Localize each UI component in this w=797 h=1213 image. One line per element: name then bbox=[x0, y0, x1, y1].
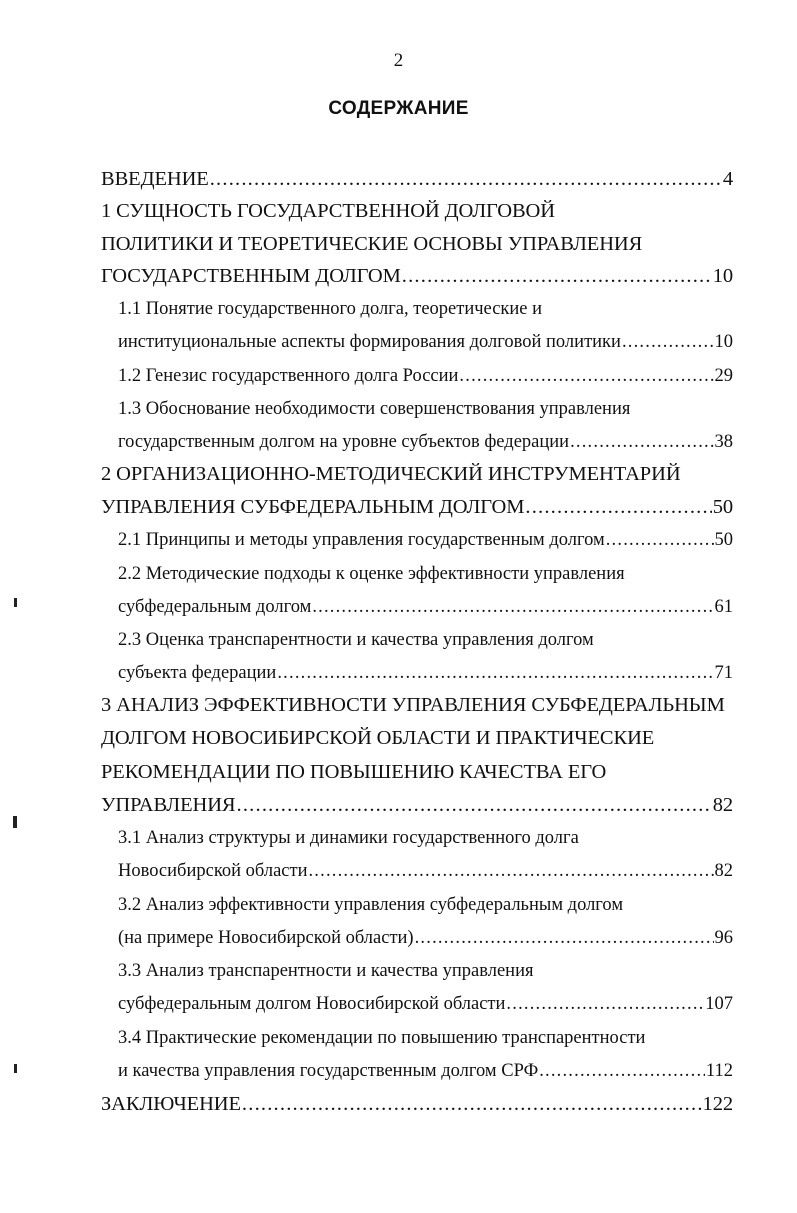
toc-page-number: 10 bbox=[712, 265, 733, 287]
toc-entry-section-1-2[interactable] bbox=[118, 363, 733, 389]
toc-chapter-3-line-3: РЕКОМЕНДАЦИИ ПО ПОВЫШЕНИЮ КАЧЕСТВА ЕГО bbox=[101, 761, 607, 783]
toc-page-number: 38 bbox=[714, 432, 733, 452]
toc-entry-chapter-3[interactable] bbox=[101, 792, 733, 818]
toc-page-number: 82 bbox=[712, 794, 733, 816]
leader-dots bbox=[606, 527, 714, 553]
toc-page-number: 71 bbox=[714, 663, 733, 683]
leader-dots bbox=[277, 660, 713, 686]
toc-entry-title: государственным долгом на уровне субъектов федерации bbox=[118, 432, 570, 452]
toc-entry-title: УПРАВЛЕНИЯ СУБФЕДЕРАЛЬНЫМ ДОЛГОМ bbox=[101, 496, 525, 518]
leader-dots bbox=[506, 991, 704, 1017]
toc-page-number: 61 bbox=[714, 597, 733, 617]
toc-entry-section-3-1[interactable] bbox=[118, 858, 733, 884]
toc-entry-title: субфедеральным долгом Новосибирской области bbox=[118, 994, 506, 1014]
toc-entry-title: ГОСУДАРСТВЕННЫМ ДОЛГОМ bbox=[101, 265, 401, 287]
toc-entry-title: ВВЕДЕНИЕ bbox=[101, 168, 209, 190]
toc-chapter-3-line-2: ДОЛГОМ НОВОСИБИРСКОЙ ОБЛАСТИ И ПРАКТИЧЕСКИЕ bbox=[101, 727, 655, 749]
toc-entry-section-2-1[interactable] bbox=[118, 527, 733, 553]
toc-entry-title: 2.1 Принципы и методы управления государственным долгом bbox=[118, 530, 605, 550]
scan-mark bbox=[14, 1064, 17, 1073]
toc-section-3-1-line-1: 3.1 Анализ структуры и динамики государственного долга bbox=[118, 828, 579, 848]
toc-page-number: 50 bbox=[714, 530, 733, 550]
leader-dots bbox=[539, 1058, 705, 1084]
toc-entry-title: субъекта федерации bbox=[118, 663, 277, 683]
toc-page-number: 82 bbox=[714, 861, 733, 881]
toc-entry-title: 1.2 Генезис государственного долга России bbox=[118, 366, 459, 386]
toc-entry-section-3-4[interactable] bbox=[118, 1058, 733, 1084]
toc-page-number: 10 bbox=[714, 332, 733, 352]
toc-entry-section-3-3[interactable] bbox=[118, 991, 733, 1017]
toc-entry-title: (на примере Новосибирской области) bbox=[118, 928, 414, 948]
toc-section-1-1-line-1: 1.1 Понятие государственного долга, теоретические и bbox=[118, 299, 543, 319]
toc-section-2-3-line-1: 2.3 Оценка транспарентности и качества управления долгом bbox=[118, 630, 594, 650]
toc-entry-title: субфедеральным долгом bbox=[118, 597, 312, 617]
leader-dots bbox=[622, 329, 714, 355]
toc-entry-section-2-2[interactable] bbox=[118, 594, 733, 620]
toc-entry-title: УПРАВЛЕНИЯ bbox=[101, 794, 236, 816]
leader-dots bbox=[570, 429, 713, 455]
toc-entry-conclusion[interactable] bbox=[101, 1091, 733, 1117]
toc-page-number: 112 bbox=[705, 1061, 733, 1081]
page-title: СОДЕРЖАНИЕ bbox=[328, 98, 469, 119]
scan-mark bbox=[13, 816, 17, 828]
toc-entry-title: Новосибирской области bbox=[118, 861, 308, 881]
toc-page-number: 122 bbox=[702, 1093, 733, 1115]
leader-dots bbox=[402, 263, 712, 289]
toc-page-number: 107 bbox=[705, 994, 733, 1014]
leader-dots bbox=[210, 166, 722, 192]
leader-dots bbox=[308, 858, 713, 884]
leader-dots bbox=[459, 363, 713, 389]
toc-section-3-2-line-1: 3.2 Анализ эффективности управления субфедеральным долгом bbox=[118, 895, 624, 915]
toc-chapter-1-line-1: 1 СУЩНОСТЬ ГОСУДАРСТВЕННОЙ ДОЛГОВОЙ bbox=[101, 200, 555, 222]
toc-entry-chapter-1[interactable] bbox=[101, 263, 733, 289]
toc-page-number: 29 bbox=[714, 366, 733, 386]
toc-entry-section-1-1[interactable] bbox=[118, 329, 733, 355]
toc-page-number: 96 bbox=[714, 928, 733, 948]
toc-entry-chapter-2[interactable] bbox=[101, 494, 733, 520]
toc-page-number: 4 bbox=[722, 168, 733, 190]
toc-section-3-4-line-1: 3.4 Практические рекомендации по повышению транспарентности bbox=[118, 1028, 646, 1048]
scan-mark bbox=[14, 598, 17, 607]
leader-dots bbox=[312, 594, 713, 620]
toc-section-2-2-line-1: 2.2 Методические подходы к оценке эффективности управления bbox=[118, 564, 625, 584]
leader-dots bbox=[242, 1091, 702, 1117]
toc-chapter-1-line-2: ПОЛИТИКИ И ТЕОРЕТИЧЕСКИЕ ОСНОВЫ УПРАВЛЕНИЯ bbox=[101, 233, 643, 255]
page-number: 2 bbox=[393, 50, 404, 71]
toc-entry-title: ЗАКЛЮЧЕНИЕ bbox=[101, 1093, 241, 1115]
toc-chapter-2-line-1: 2 ОРГАНИЗАЦИОННО-МЕТОДИЧЕСКИЙ ИНСТРУМЕНТАРИЙ bbox=[101, 463, 681, 485]
toc-entry-title: институциональные аспекты формирования долговой политики bbox=[118, 332, 621, 352]
toc-entry-section-2-3[interactable] bbox=[118, 660, 733, 686]
leader-dots bbox=[415, 925, 714, 951]
toc-chapter-3-line-1: 3 АНАЛИЗ ЭФФЕКТИВНОСТИ УПРАВЛЕНИЯ СУБФЕДЕРАЛЬНЫМ bbox=[101, 694, 725, 716]
leader-dots bbox=[237, 792, 712, 818]
leader-dots bbox=[525, 494, 711, 520]
toc-entry-intro[interactable] bbox=[101, 166, 733, 192]
toc-page-number: 50 bbox=[712, 496, 733, 518]
toc-entry-title: и качества управления государственным долгом СРФ bbox=[118, 1061, 539, 1081]
toc-section-1-3-line-1: 1.3 Обоснование необходимости совершенствования управления bbox=[118, 399, 631, 419]
toc-section-3-3-line-1: 3.3 Анализ транспарентности и качества управления bbox=[118, 961, 534, 981]
toc-entry-section-3-2[interactable] bbox=[118, 925, 733, 951]
toc-entry-section-1-3[interactable] bbox=[118, 429, 733, 455]
